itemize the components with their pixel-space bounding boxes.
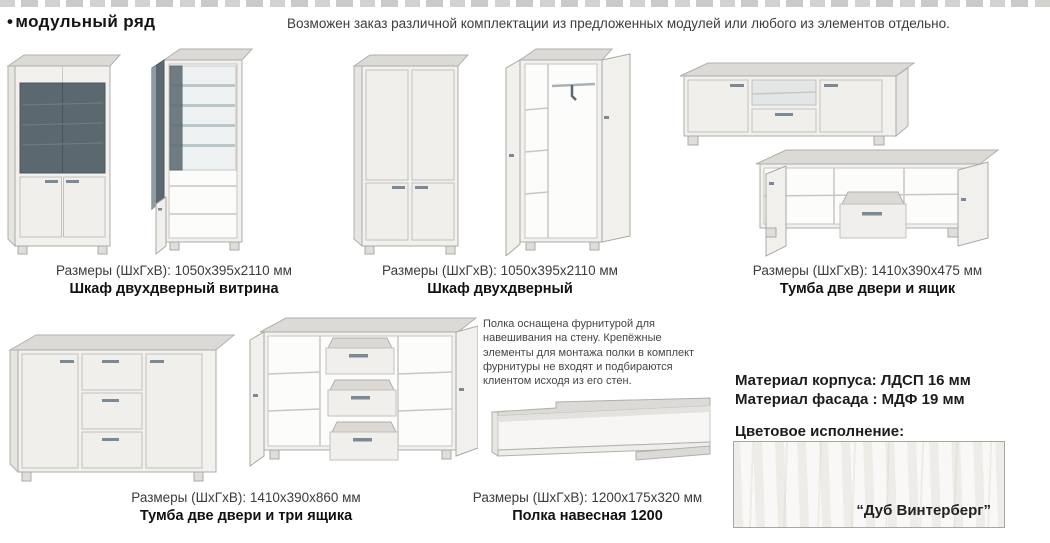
- product-name: Тумба две двери и три ящика: [139, 508, 353, 524]
- caption-sideboard: [22, 490, 470, 524]
- product-dimensions: Размеры (ШхГхВ): 1200х175х320 мм: [472, 490, 703, 505]
- top-dashed-divider: [0, 0, 1050, 7]
- wall-shelf-drawing: [486, 390, 716, 470]
- product-dimensions: Размеры (ШхГхВ): 1050х395х2110 мм: [382, 263, 618, 278]
- finish-label: Цветовое исполнение:: [735, 422, 905, 440]
- product-name: Полка навесная 1200: [512, 508, 663, 524]
- material-facade: Материал фасада : МДФ 19 мм: [735, 390, 965, 408]
- color-swatch: [733, 441, 1005, 528]
- wall-shelf-image: [486, 390, 716, 470]
- sideboard-closed-drawing: [8, 328, 236, 490]
- tv-stand-open-image: [752, 142, 1000, 260]
- product-dimensions: Размеры (ШхГхВ): 1050х395х2110 мм: [56, 263, 292, 278]
- wardrobe-closed-image: [352, 50, 472, 256]
- tv-stand-closed-image: [678, 58, 916, 152]
- caption-wall-shelf: [455, 490, 720, 524]
- product-dimensions: Размеры (ШхГхВ): 1410х390х860 мм: [131, 490, 361, 505]
- bullet-icon: •: [7, 12, 14, 31]
- caption-vitrine: [0, 263, 348, 297]
- vitrine-closed-image: [6, 50, 124, 256]
- sideboard-closed-image: [8, 328, 236, 490]
- caption-tv-stand: [700, 263, 1035, 297]
- caption-wardrobe: [345, 263, 655, 297]
- tv-stand-open-drawing: [752, 142, 1000, 260]
- material-body: Материал корпуса: ЛДСП 16 мм: [735, 372, 971, 389]
- page-title-text: модульный ряд: [15, 12, 156, 31]
- shelf-note: Полка оснащена фурнитурой для навешивания на стену. Крепёжные элементы для монтажа полки в комплект фурнитуры не входят и подбираются клиентом исходя из его стен.: [483, 318, 695, 388]
- wardrobe-open-image: [502, 46, 638, 256]
- materials-block: [735, 372, 971, 441]
- vitrine-open-image: [148, 46, 256, 256]
- product-name: Шкаф двухдверный витрина: [69, 281, 279, 297]
- wardrobe-open-drawing: [502, 46, 638, 256]
- product-name: Тумба две двери и ящик: [779, 281, 956, 297]
- page-title: [7, 12, 155, 32]
- vitrine-open-drawing: [148, 46, 256, 256]
- product-dimensions: Размеры (ШхГхВ): 1410х390х475 мм: [752, 263, 983, 278]
- color-swatch-name: “Дуб Винтерберг”: [856, 502, 991, 519]
- sideboard-open-image: [246, 314, 478, 486]
- sideboard-open-drawing: [246, 314, 478, 486]
- vitrine-closed-drawing: [6, 50, 124, 256]
- tv-stand-closed-drawing: [678, 58, 916, 152]
- wardrobe-closed-drawing: [352, 50, 472, 256]
- product-name: Шкаф двухдверный: [427, 281, 573, 297]
- intro-text: Возможен заказ различной комплектации из предложенных модулей или любого из элементов отдельно.: [287, 16, 950, 31]
